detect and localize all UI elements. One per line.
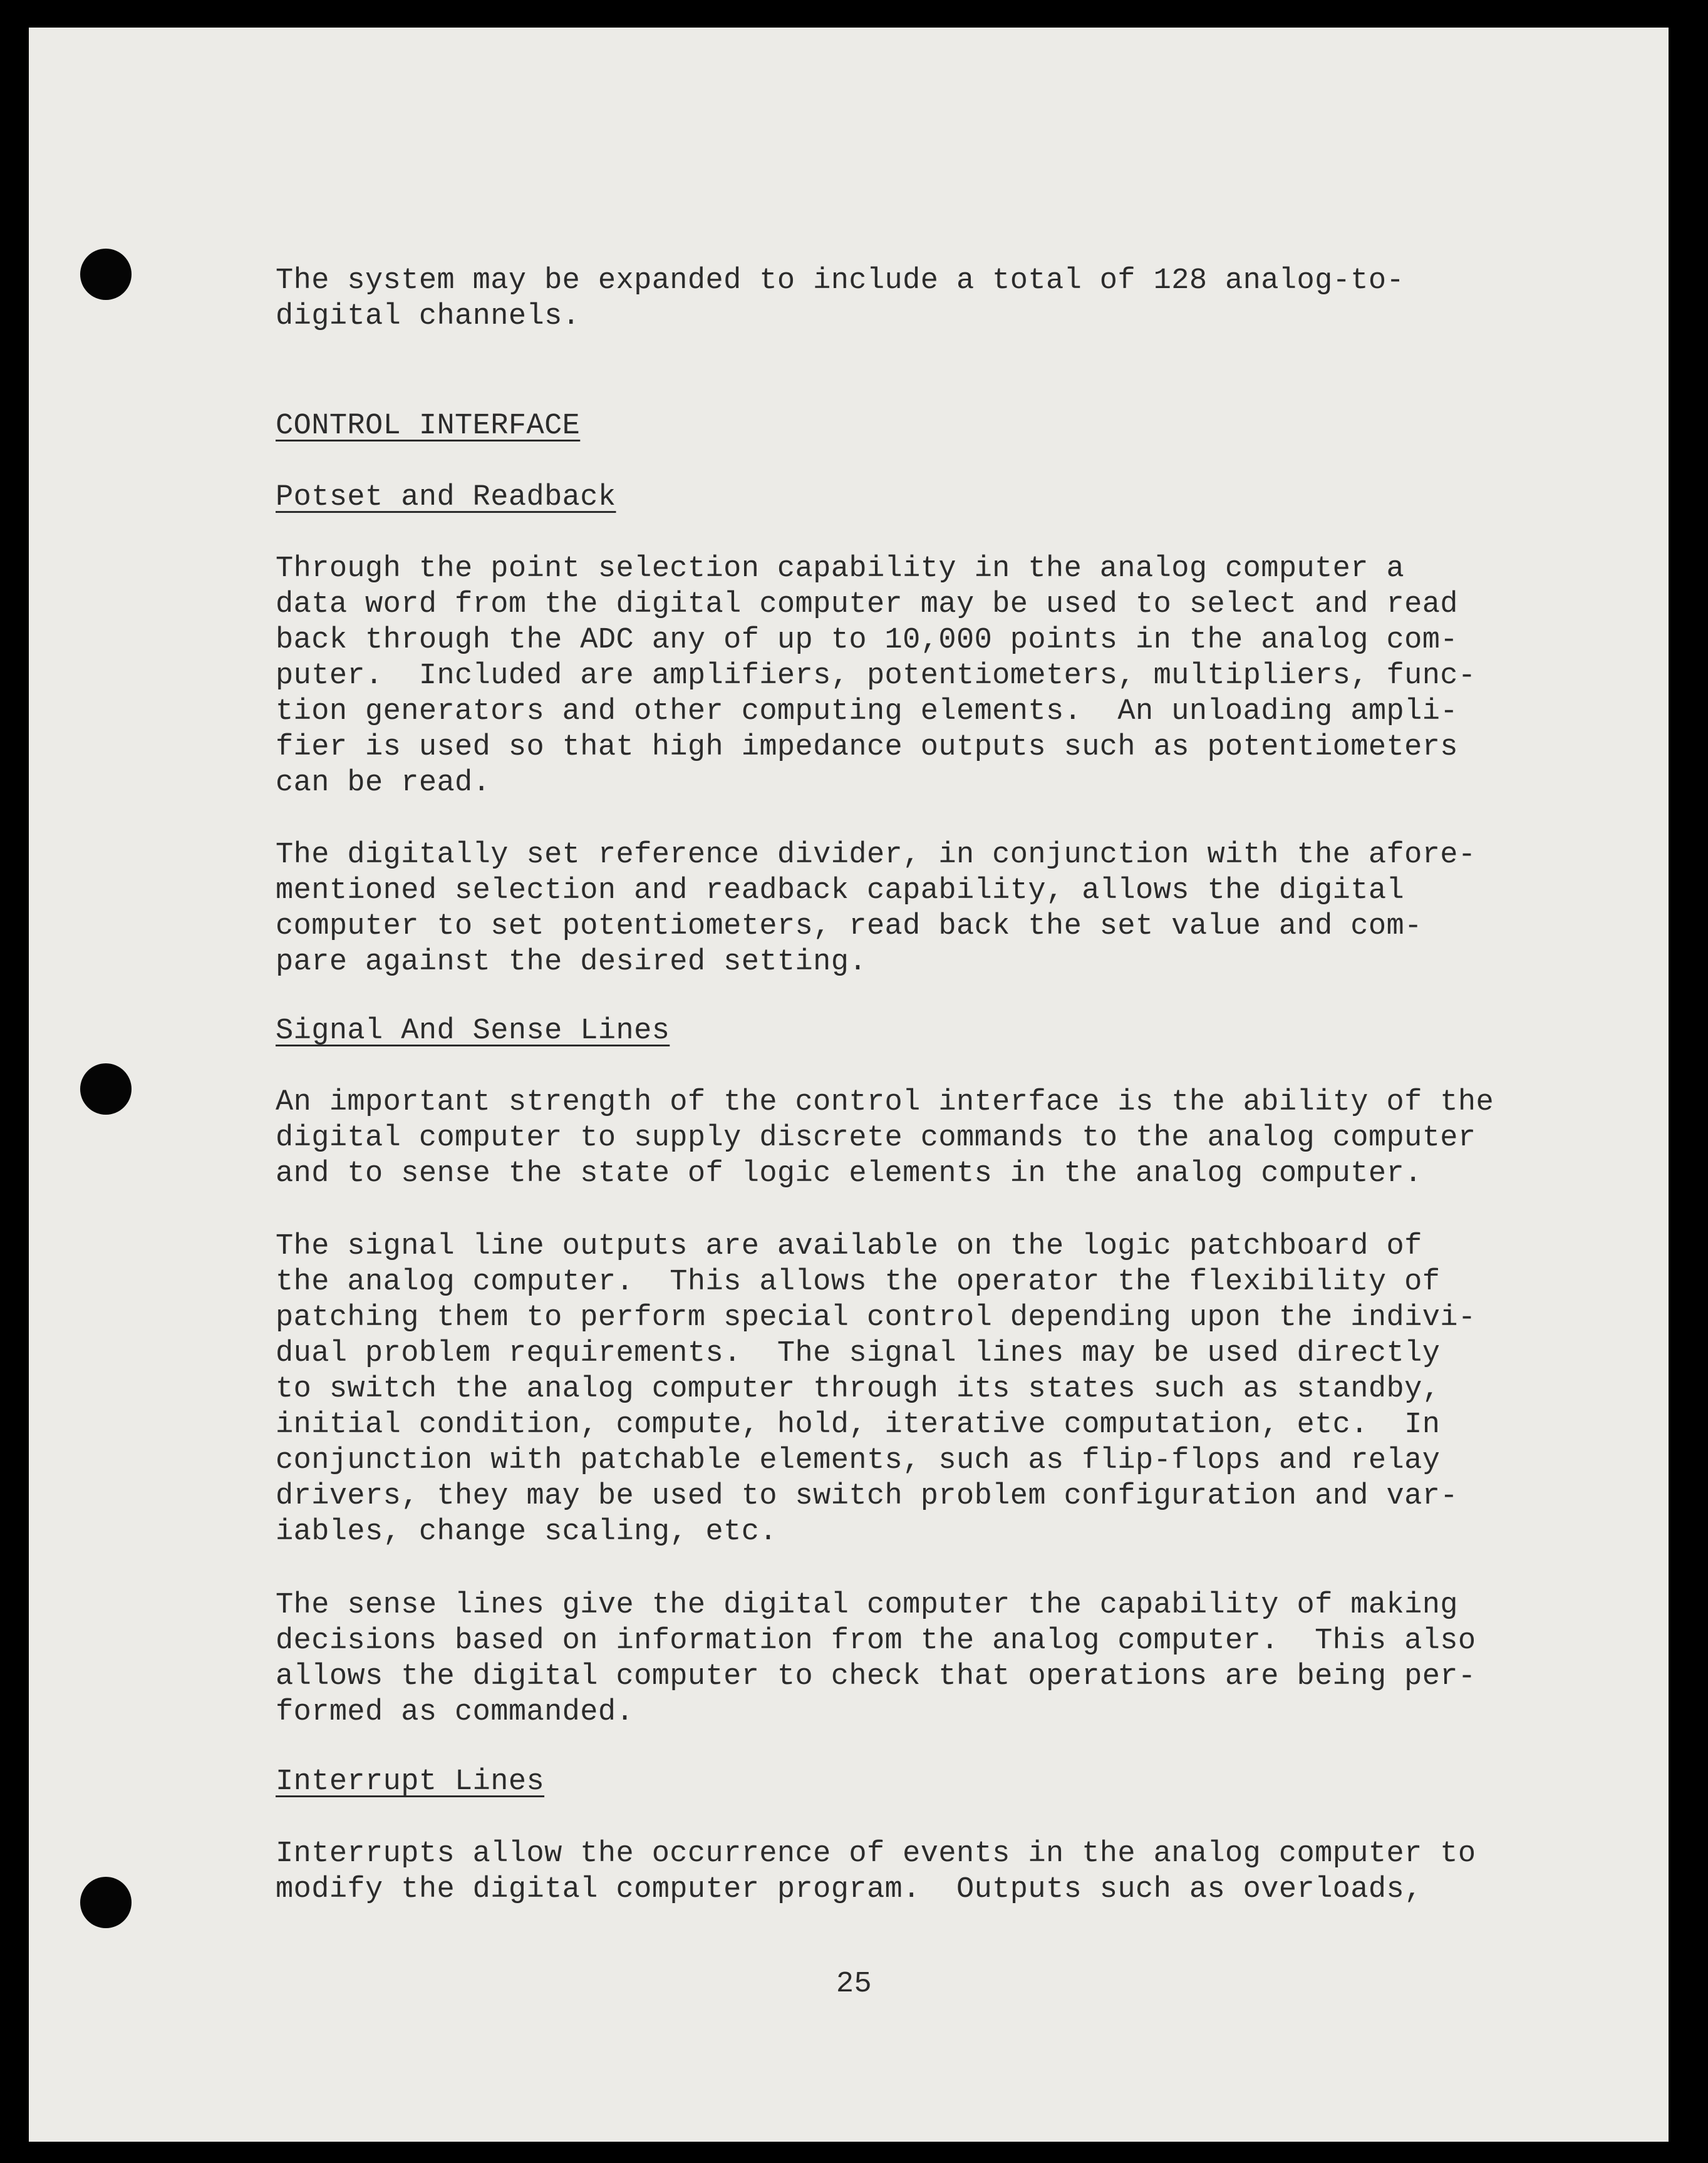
section-title-control-interface: CONTROL INTERFACE xyxy=(276,410,581,443)
subsection-title-potset-readback: Potset and Readback xyxy=(276,481,616,514)
subsection-title-interrupt-lines: Interrupt Lines xyxy=(276,1765,545,1799)
binder-hole-bottom xyxy=(80,1877,132,1928)
paragraph-signal-1: An important strength of the control interface is the ability of the digital computer to supply discrete commands to the analog computer and to sense the state of logic elements in the analog computer. xyxy=(276,1086,1494,1190)
page-number: 25 xyxy=(836,1968,872,2001)
binder-hole-top xyxy=(80,249,132,300)
paragraph-intro: The system may be expanded to include a total of 128 analog-to- digital channels. xyxy=(276,264,1405,333)
paragraph-interrupt-1: Interrupts allow the occurrence of events in the analog computer to modify the digital computer program. Outputs such as overloads, xyxy=(276,1837,1476,1906)
subsection-title-signal-sense: Signal And Sense Lines xyxy=(276,1014,670,1048)
paragraph-signal-3: The sense lines give the digital computer the capability of making decisions based on information from the analog computer. This also allows the digital computer to check that operations are being per- formed as commanded. xyxy=(276,1589,1476,1729)
paragraph-potset-1: Through the point selection capability in the analog computer a data word from the digital computer may be used to select and read back through the ADC any of up to 10,000 points in the analog com- puter. Included are amplifiers, potentiometers, multipliers, func- tion generators and other computing elements. An unloading ampli- fier is used so that high impedance outputs such as potentiometers can be read. xyxy=(276,552,1476,800)
paragraph-potset-2: The digitally set reference divider, in conjunction with the afore- mentioned selection and readback capability, allows the digital computer to set potentiometers, read back the set value and com- pare against the desired setting. xyxy=(276,839,1476,979)
paragraph-signal-2: The signal line outputs are available on the logic patchboard of the analog computer. This allows the operator the flexibility of patching them to perform special control depending upon the indivi- dual problem requirements. The signal lines may be used directly to switch the analog computer through its states such as standby, initial condition, compute, hold, iterative computation, etc. In conjunction with patchable elements, such as flip-flops and relay drivers, they may be used to switch problem configuration and var- iables, change scaling, etc. xyxy=(276,1230,1476,1549)
binder-hole-middle xyxy=(80,1063,132,1115)
